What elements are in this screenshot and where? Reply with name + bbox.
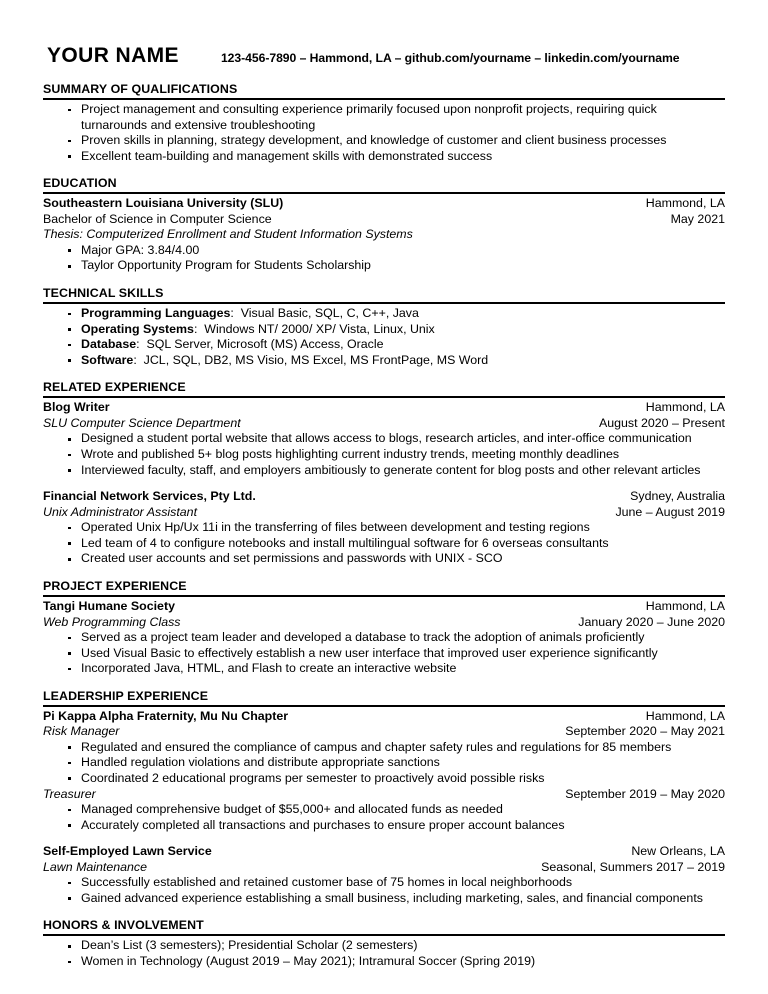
list-item: Operating Systems: Windows NT/ 2000/ XP/ Vista, Linux, Unix — [43, 322, 725, 338]
section-title-project-experience: PROJECT EXPERIENCE — [43, 579, 187, 593]
resume-header — [43, 40, 725, 70]
job-location: Hammond, LA — [645, 400, 725, 415]
list-item: Project management and consulting experience primarily focused upon nonprofit projects, requiring quick turnarounds and extensive troubleshooting — [43, 102, 725, 133]
skill-value: Visual Basic, SQL, C, C++, Java — [240, 306, 419, 321]
honors-bullet-list — [43, 938, 725, 969]
section-divider — [43, 705, 725, 707]
list-item: Women in Technology (August 2019 – May 2021); Intramural Soccer (Spring 2019) — [43, 954, 725, 970]
leadership-entry — [43, 709, 725, 833]
organization-name: Pi Kappa Alpha Fraternity, Mu Nu Chapter — [43, 708, 289, 723]
leadership-bullet-list — [43, 875, 725, 906]
skill-label: Software — [81, 352, 134, 367]
section-divider — [43, 192, 725, 194]
experience-entry — [43, 489, 725, 567]
candidate-name: YOUR NAME — [47, 44, 179, 67]
leadership-row-role — [43, 860, 725, 876]
job-location: Sydney, Australia — [630, 489, 725, 504]
list-item: Accurately completed all transactions and purchases to ensure proper account balances — [43, 818, 725, 834]
section-title-summary: SUMMARY OF QUALIFICATIONS — [43, 82, 238, 96]
skill-value: SQL Server, Microsoft (MS) Access, Oracle — [146, 337, 384, 352]
project-row-role — [43, 615, 725, 631]
list-item: Created user accounts and set permissions and passwords with UNIX - SCO — [43, 551, 725, 567]
experience-row-role — [43, 505, 725, 521]
graduation-date: May 2021 — [670, 211, 725, 226]
project-org: Tangi Humane Society — [43, 599, 175, 613]
list-item: Regulated and ensured the compliance of campus and chapter safety rules and regulations for 85 members — [43, 740, 725, 756]
section-title-honors: HONORS & INVOLVEMENT — [43, 918, 204, 933]
leadership-second-role: Treasurer — [43, 786, 96, 801]
list-item: Proven skills in planning, strategy development, and knowledge of customer and client business processes — [43, 133, 725, 149]
list-item: Designed a student portal website that allows access to blogs, research articles, and inter-office communication — [43, 431, 725, 447]
project-entry — [43, 599, 725, 677]
section-honors — [43, 918, 725, 969]
list-item: Coordinated 2 educational programs per semester to proactively avoid possible risks — [43, 771, 725, 787]
list-item: Used Visual Basic to effectively establish a new user interface that improved user experience significantly — [43, 646, 725, 662]
list-item: Handled regulation violations and distribute appropriate sanctions — [43, 755, 725, 771]
job-title: Blog Writer — [43, 400, 110, 415]
leadership-dates: Seasonal, Summers 2017 – 2019 — [541, 859, 725, 874]
section-summary — [43, 82, 725, 164]
experience-bullet-list — [43, 520, 725, 567]
contact-line: 123-456-7890 – Hammond, LA – github.com/yourname – linkedin.com/yourname — [220, 51, 680, 65]
leadership-dates: September 2020 – May 2021 — [565, 724, 725, 739]
list-item: Led team of 4 to configure notebooks and install multilingual software for 6 overseas consultants — [43, 536, 725, 552]
organization-name: Self-Employed Lawn Service — [43, 844, 212, 859]
skill-label: Operating Systems — [81, 321, 194, 336]
skill-label: Programming Languages — [81, 306, 231, 321]
section-title-education: EDUCATION — [43, 176, 117, 191]
section-education — [43, 176, 725, 274]
leadership-second-bullet-list — [43, 802, 725, 833]
list-item: Programming Languages: Visual Basic, SQL, C, C++, Java — [43, 306, 725, 322]
section-divider — [43, 302, 725, 304]
summary-bullet-list — [43, 102, 725, 164]
education-row-thesis — [43, 227, 725, 243]
experience-bullet-list — [43, 431, 725, 478]
experience-row-org — [43, 400, 725, 416]
education-row-degree — [43, 212, 725, 228]
section-title-technical-skills: TECHNICAL SKILLS — [43, 286, 164, 301]
school-name: Southeastern Louisiana University (SLU) — [43, 196, 284, 211]
education-bullet-list — [43, 243, 725, 274]
list-item: Database: SQL Server, Microsoft (MS) Access, Oracle — [43, 337, 725, 353]
employer-name: SLU Computer Science Department — [43, 415, 241, 430]
thesis-title: Thesis: Computerized Enrollment and Student Information Systems — [43, 227, 413, 242]
skill-label: Database — [81, 337, 137, 352]
degree-name: Bachelor of Science in Computer Science — [43, 211, 272, 226]
leadership-bullet-list — [43, 740, 725, 787]
project-dates: January 2020 – June 2020 — [578, 614, 725, 629]
job-dates: August 2020 – Present — [598, 415, 725, 430]
organization-location: New Orleans, LA — [631, 844, 725, 859]
section-leadership-experience — [43, 689, 725, 907]
leadership-row-org — [43, 844, 725, 860]
job-dates: June – August 2019 — [615, 504, 725, 519]
list-item: Dean’s List (3 semesters); Presidential Scholar (2 semesters) — [43, 938, 725, 954]
project-location: Hammond, LA — [645, 599, 725, 613]
employer-name: Financial Network Services, Pty Ltd. — [43, 489, 256, 504]
leadership-row-second-role — [43, 787, 725, 803]
list-item: Taylor Opportunity Program for Students Scholarship — [43, 258, 725, 274]
leadership-row-role — [43, 724, 725, 740]
section-divider — [43, 934, 725, 936]
list-item: Major GPA: 3.84/4.00 — [43, 243, 725, 259]
skills-bullet-list — [43, 306, 725, 368]
experience-row-role — [43, 416, 725, 432]
list-item: Wrote and published 5+ blog posts highlighting current industry trends, meeting monthly deadlines — [43, 447, 725, 463]
organization-location: Hammond, LA — [645, 708, 725, 723]
skill-value: Windows NT/ 2000/ XP/ Vista, Linux, Unix — [204, 321, 435, 336]
list-item: Successfully established and retained customer base of 75 homes in local neighborhoods — [43, 875, 725, 891]
project-role: Web Programming Class — [43, 614, 181, 629]
section-title-related-experience: RELATED EXPERIENCE — [43, 380, 186, 395]
leadership-role: Lawn Maintenance — [43, 859, 148, 874]
list-item: Served as a project team leader and developed a database to track the adoption of animals proficiently — [43, 630, 725, 646]
section-related-experience — [43, 380, 725, 567]
section-project-experience — [43, 579, 725, 677]
experience-row-org — [43, 489, 725, 505]
skill-value: JCL, SQL, DB2, MS Visio, MS Excel, MS FrontPage, MS Word — [143, 352, 489, 367]
school-location: Hammond, LA — [645, 196, 725, 211]
leadership-row-org — [43, 709, 725, 725]
list-item: Gained advanced experience establishing a small business, including marketing, sales, and financial components — [43, 891, 725, 907]
section-title-leadership-experience: LEADERSHIP EXPERIENCE — [43, 688, 209, 703]
leadership-entry — [43, 844, 725, 906]
list-item: Operated Unix Hp/Ux 11i in the transferring of files between development and testing regions — [43, 520, 725, 536]
list-item: Incorporated Java, HTML, and Flash to create an interactive website — [43, 661, 725, 677]
section-divider — [43, 396, 725, 398]
leadership-role: Risk Manager — [43, 724, 120, 739]
section-technical-skills — [43, 286, 725, 368]
list-item: Software: JCL, SQL, DB2, MS Visio, MS Excel, MS FrontPage, MS Word — [43, 353, 725, 369]
project-row-org — [43, 599, 725, 615]
job-title: Unix Administrator Assistant — [43, 504, 198, 519]
list-item: Managed comprehensive budget of $55,000+ and allocated funds as needed — [43, 802, 725, 818]
list-item: Excellent team-building and management skills with demonstrated success — [43, 149, 725, 165]
education-entry — [43, 196, 725, 274]
leadership-second-dates: September 2019 – May 2020 — [565, 786, 725, 801]
list-item: Interviewed faculty, staff, and employers ambitiously to generate content for blog posts and other relevant articles — [43, 463, 725, 479]
project-bullet-list — [43, 630, 725, 677]
experience-entry — [43, 400, 725, 478]
education-row-school — [43, 196, 725, 212]
section-divider — [43, 595, 725, 597]
section-divider — [43, 98, 725, 100]
